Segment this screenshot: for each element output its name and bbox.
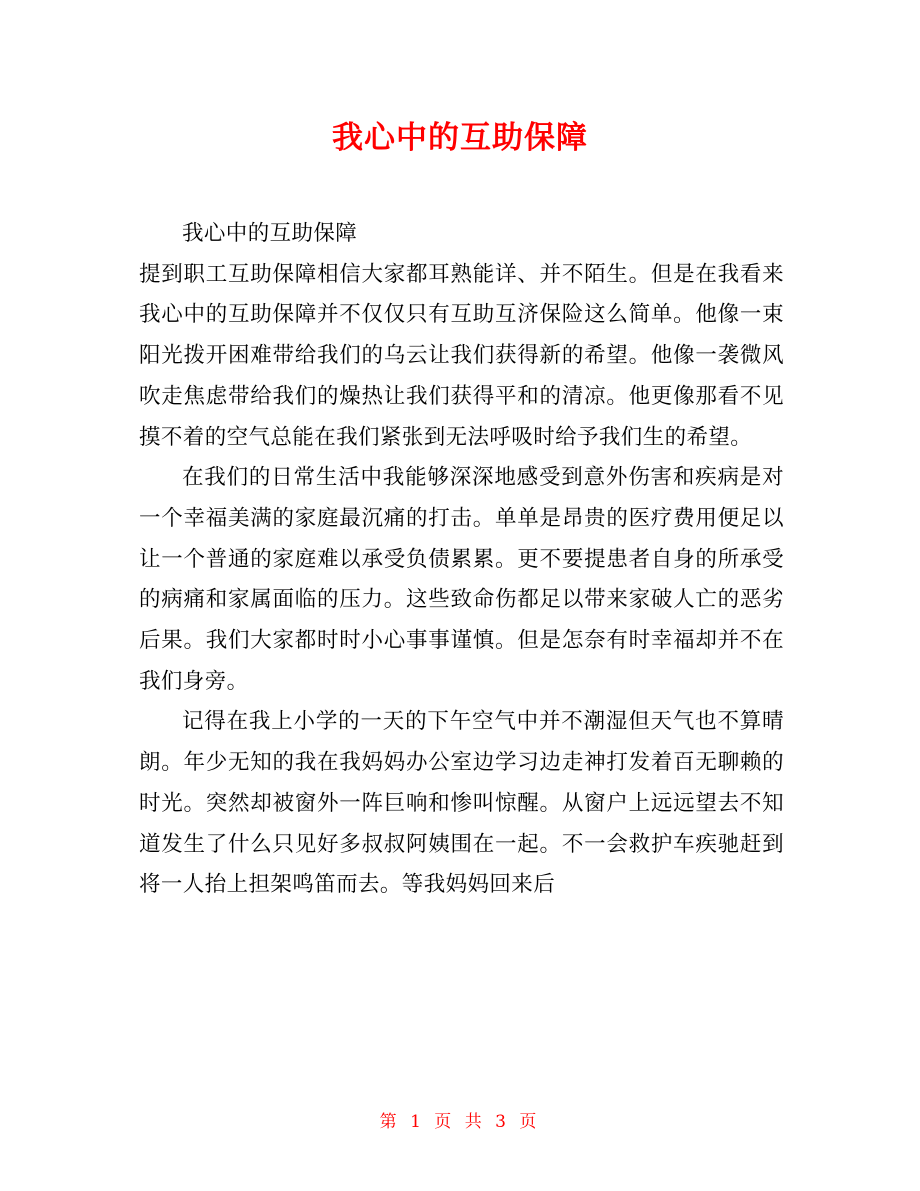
page-number-footer: 第 1 页 共 3 页 <box>379 1112 541 1132</box>
paragraph-3: 记得在我上小学的一天的下午空气中并不潮湿但天气也不算晴朗。年少无知的我在我妈妈办公室边学习边走神打发着百无聊赖的时光。突然却被窗外一阵巨响和惨叫惊醒。从窗户上远远望去不知道发生了什么只见好多叔叔阿姨围在一起。不一会救护车疾驰赶到将一人抬上担架鸣笛而去。等我妈妈回来后 <box>139 709 784 898</box>
paragraph-heading: 我心中的互助保障 <box>182 221 358 246</box>
document-body <box>139 214 784 906</box>
document-title: 我心中的互助保障 <box>332 120 588 156</box>
paragraph-1: 提到职工互助保障相信大家都耳熟能详、并不陌生。但是在我看来我心中的互助保障并不仅仅只有互助互济保险这么简单。他像一束阳光拨开困难带给我们的乌云让我们获得新的希望。他像一袭微风吹走焦虑带给我们的燥热让我们获得平和的清凉。他更像那看不见摸不着的空气总能在我们紧张到无法呼吸时给予我们生的希望。 <box>139 261 784 450</box>
paragraph-2: 在我们的日常生活中我能够深深地感受到意外伤害和疾病是对一个幸福美满的家庭最沉痛的打击。单单是昂贵的医疗费用便足以让一个普通的家庭难以承受负债累累。更不要提患者自身的所承受的病痛和家属面临的压力。这些致命伤都足以带来家破人亡的恶劣后果。我们大家都时时小心事事谨慎。但是怎奈有时幸福却并不在我们身旁。 <box>139 465 784 694</box>
